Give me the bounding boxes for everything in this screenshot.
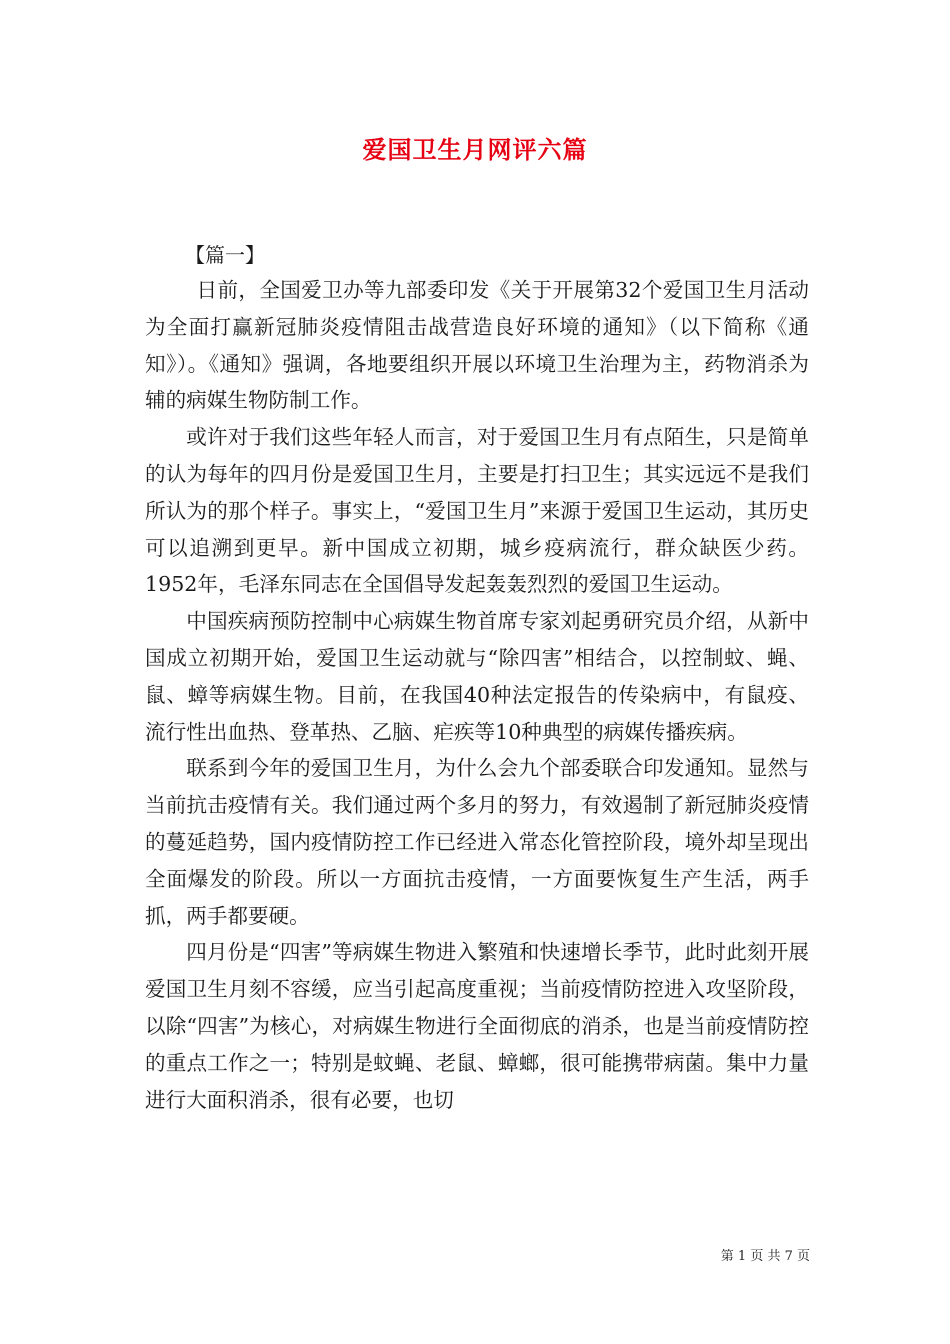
document-title: 爱国卫生月网评六篇 [362,135,588,164]
section-heading: 【篇一】 [185,243,265,267]
paragraph: 中国疾病预防控制中心病媒生物首席专家刘起勇研究员介绍，从新中国成立初期开始，爱国卫生运动就与“除四害”相结合，以控制蚊、蝇、鼠、蟑等病媒生物。目前，在我国40种法定报告的传染病中，有鼠疫、流行性出血热、登革热、乙脑、疟疾等10种典型的病媒传播疾病。 [145,609,809,744]
page-number: 第 1 页 共 7 页 [720,1249,810,1264]
paragraph: 或许对于我们这些年轻人而言，对于爱国卫生月有点陌生，只是简单的认为每年的四月份是爱国卫生月，主要是打扫卫生；其实远远不是我们所认为的那个样子。事实上，“爱国卫生月”来源于爱国卫生运动，其历史可以追溯到更早。新中国成立初期，城乡疫病流行，群众缺医少药。1952年，毛泽东同志在全国倡导发起轰轰烈烈的爱国卫生运动。 [145,425,809,597]
paragraph: 日前，全国爱卫办等九部委印发《关于开展第32个爱国卫生月活动为全面打赢新冠肺炎疫情阻击战营造良好环境的通知》（以下简称《通知》）。《通知》强调，各地要组织开展以环境卫生治理为主，药物消杀为辅的病媒生物防制工作。 [145,278,809,413]
document-body [145,272,809,1118]
paragraph: 四月份是“四害”等病媒生物进入繁殖和快速增长季节，此时此刻开展爱国卫生月刻不容缓，应当引起高度重视；当前疫情防控进入攻坚阶段，以除“四害”为核心，对病媒生物进行全面彻底的消杀，也是当前疫情防控的重点工作之一；特别是蚊蝇、老鼠、蟑螂，很可能携带病菌。集中力量进行大面积消杀，很有必要，也切 [145,940,809,1112]
paragraph: 联系到今年的爱国卫生月，为什么会九个部委联合印发通知。显然与当前抗击疫情有关。我们通过两个多月的努力，有效遏制了新冠肺炎疫情的蔓延趋势，国内疫情防控工作已经进入常态化管控阶段，境外却呈现出全面爆发的阶段。所以一方面抗击疫情，一方面要恢复生产生活，两手抓，两手都要硬。 [145,756,809,928]
